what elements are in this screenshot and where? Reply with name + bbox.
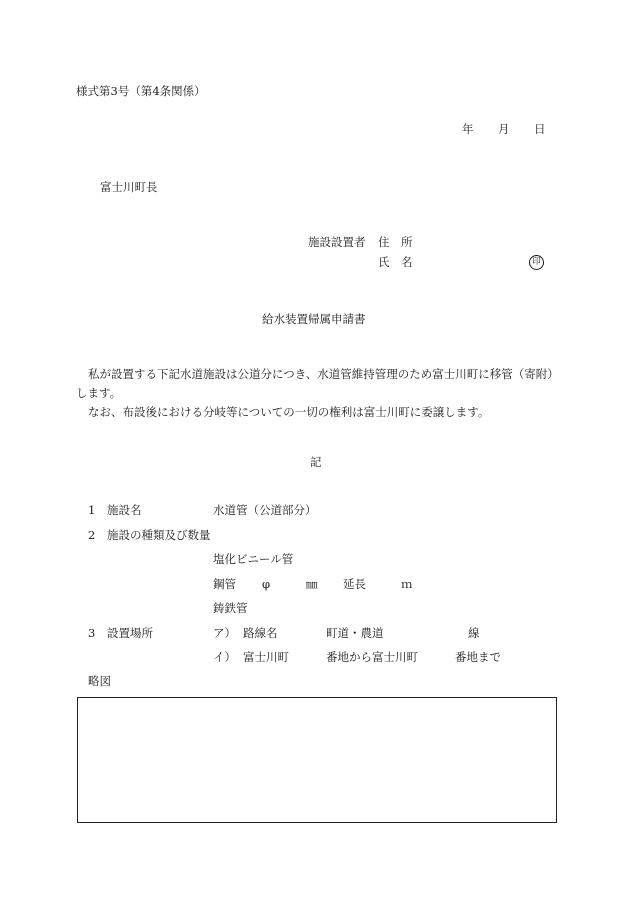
addressee: 富士川町長	[100, 180, 158, 194]
sketch-box	[77, 697, 557, 823]
line-label: 線	[468, 626, 480, 640]
diameter-symbol: φ	[262, 577, 271, 591]
pipe-steel-label: 鋼管	[213, 577, 236, 591]
sketch-label: 略図	[88, 674, 111, 688]
road-type-label: 町道・農道	[326, 626, 384, 640]
pipe-cast-iron-label: 鋳鉄管	[213, 601, 248, 615]
date-month-label: 月	[498, 122, 510, 136]
date-day-label: 日	[534, 122, 546, 136]
body-paragraph-2: なお、布設後における分岐等についての一切の権利は富士川町に委譲します。	[88, 405, 490, 419]
body-paragraph-1: 私が設置する下記水道施設は公道分につき、水道管維持管理のため富士川町に移管（寄附）します。	[76, 367, 554, 400]
length-label: 延長	[343, 577, 366, 591]
route-name-label: 路線名	[243, 626, 278, 640]
form-number: 様式第3号（第4条関係）	[76, 84, 206, 98]
item3-label: 設置場所	[107, 626, 153, 640]
name-label: 氏 名	[378, 255, 413, 269]
address-label: 住 所	[378, 235, 413, 249]
item1-number: 1	[88, 503, 96, 517]
ki-heading: 記	[310, 455, 322, 469]
town-name-from: 富士川町	[243, 650, 289, 664]
item1-value: 水道管（公道部分）	[213, 503, 317, 517]
millimeter-unit: ㎜	[306, 577, 318, 591]
location-i-marker: イ）	[213, 650, 236, 664]
seal-mark: 印	[529, 255, 544, 270]
document-title: 給水装置帰属申請書	[262, 312, 366, 326]
banchi-from-label: 番地から富士川町	[326, 650, 418, 664]
date-year-label: 年	[462, 122, 474, 136]
banchi-to-label: 番地まで	[455, 650, 501, 664]
item1-label: 施設名	[107, 503, 142, 517]
location-a-marker: ア）	[213, 626, 236, 640]
meter-unit: ｍ	[401, 577, 413, 591]
applicant-role-label: 施設設置者	[308, 235, 366, 249]
item2-label: 施設の種類及び数量	[107, 528, 211, 542]
pipe-pvc-label: 塩化ビニール管	[213, 552, 294, 566]
item3-number: 3	[88, 626, 96, 640]
item2-number: 2	[88, 528, 96, 542]
